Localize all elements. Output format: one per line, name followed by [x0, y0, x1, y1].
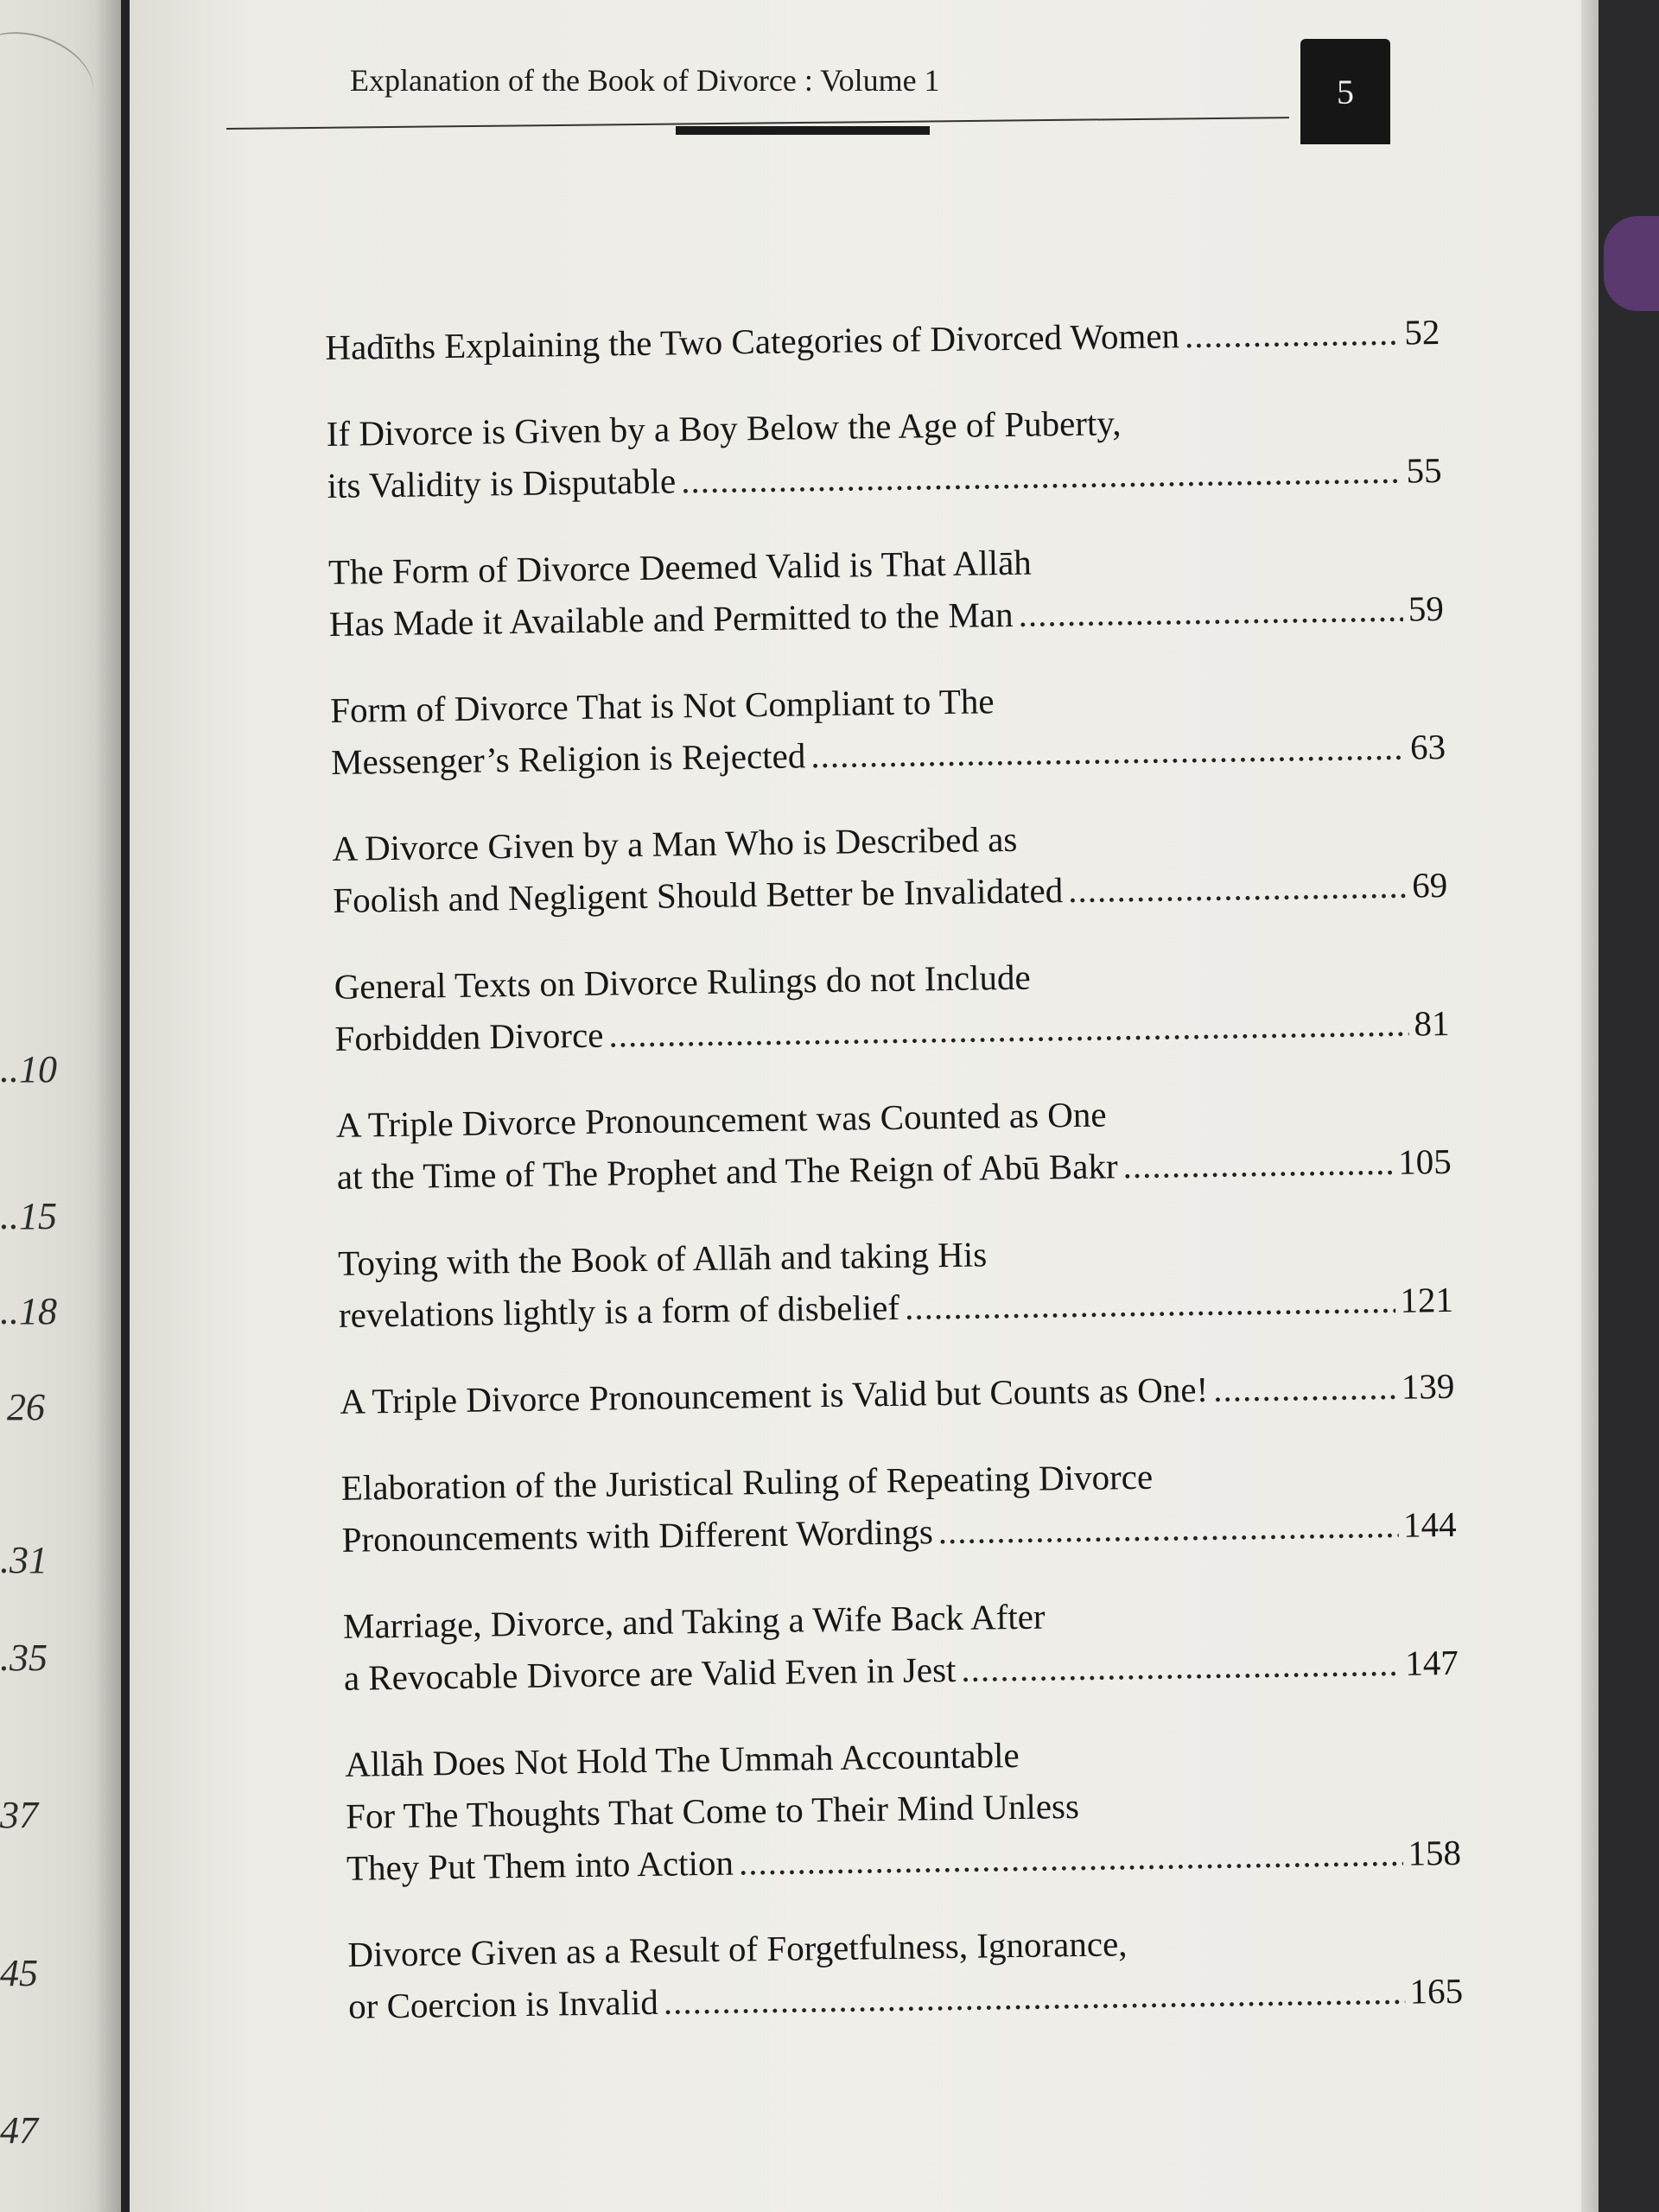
toc-entry-title-line: Form of Divorce That is Not Compliant to The: [329, 681, 995, 730]
toc-entry: [338, 1222, 1454, 1341]
left-margin-number: 26: [7, 1386, 45, 1428]
dot-leader: [810, 721, 1406, 782]
toc-entry-title-line: Has Made it Available and Permitted to the Man: [328, 594, 1014, 644]
toc-page-number: 59: [1408, 588, 1445, 629]
left-margin-number: ..15: [0, 1195, 57, 1237]
toc-page-number: 52: [1403, 311, 1440, 353]
toc-page-number: 165: [1409, 1970, 1464, 2012]
left-margin-number: ..10: [0, 1048, 57, 1090]
left-margin-number: 37: [0, 1794, 38, 1836]
toc-page-number: 158: [1408, 1832, 1462, 1873]
page-number: 5: [1300, 39, 1390, 144]
toc-entry: [326, 392, 1442, 512]
toc-entry-title-line: A Divorce Given by a Man Who is Described as: [332, 818, 1018, 868]
running-title: Explanation of the Book of Divorce : Volume 1: [350, 63, 940, 98]
toc-entry: [345, 1723, 1461, 1894]
toc-entry: [343, 1585, 1459, 1704]
toc-entry-title-line: Marriage, Divorce, and Taking a Wife Back After: [342, 1596, 1046, 1646]
toc-entry-title-line: its Validity is Disputable: [327, 461, 677, 505]
toc-entry: [330, 669, 1446, 788]
toc-page-number: 139: [1401, 1365, 1455, 1407]
page-curl-line: [0, 16, 105, 140]
toc-entry-title-line: revelations lightly is a form of disbelief: [338, 1287, 900, 1335]
dot-leader: [738, 1827, 1402, 1889]
left-margin-number: .35: [0, 1637, 48, 1679]
toc-entry: [340, 1360, 1455, 1427]
table-of-contents: [325, 306, 1464, 2067]
dot-leader: [961, 1637, 1401, 1695]
toc-entry-title-line: A Triple Divorce Pronouncement was Counted as One: [335, 1094, 1107, 1145]
toc-entry: [332, 807, 1448, 926]
header-rule-accent: [676, 126, 930, 135]
toc-entry-title-line: Toying with the Book of Allāh and taking His: [337, 1234, 988, 1283]
page-edge: [1581, 0, 1599, 2212]
toc-page-number: 144: [1402, 1503, 1457, 1545]
left-margin-number: 45: [0, 1952, 38, 1994]
toc-entry-title-line: Foolish and Negligent Should Better be Invalidated: [333, 870, 1064, 920]
toc-entry-title-line: A Triple Divorce Pronouncement is Valid but Counts as One!: [340, 1369, 1209, 1421]
toc-entry-title-line: They Put Them into Action: [346, 1842, 734, 1888]
toc-page-number: 105: [1397, 1141, 1452, 1182]
dot-leader: [1122, 1136, 1393, 1192]
toc-entry-title-line: If Divorce is Given by a Boy Below the Age of Puberty,: [326, 403, 1122, 454]
dot-leader: [663, 1966, 1405, 2028]
toc-entry-title-line: For The Thoughts That Come to Their Mind Unless: [345, 1785, 1080, 1836]
toc-entry-title-line: Messenger’s Religion is Rejected: [330, 735, 806, 782]
toc-entry: [336, 1084, 1452, 1203]
toc-entry: [328, 531, 1445, 650]
toc-entry-row: [340, 1360, 1455, 1427]
toc-page-number: 63: [1409, 726, 1446, 767]
toc-entry: [340, 1446, 1457, 1566]
toc-entry-title-line: Allāh Does Not Hold The Ummah Accountable: [344, 1734, 1020, 1784]
toc-entry-title-line: Divorce Given as a Result of Forgetfulness, Ignorance,: [347, 1923, 1128, 1974]
toc-page-number: 147: [1404, 1642, 1459, 1683]
dot-leader: [1068, 860, 1408, 916]
background-object: [1604, 216, 1659, 311]
toc-page-number: 69: [1411, 864, 1448, 906]
left-margin-number: 47: [0, 2109, 38, 2152]
toc-entry-title-line: Pronouncements with Different Wordings: [341, 1511, 934, 1560]
left-margin-number: ..18: [0, 1290, 57, 1332]
toc-entry-title-line: or Coercion is Invalid: [347, 1981, 659, 2026]
toc-page-number: 121: [1400, 1279, 1454, 1320]
toc-entry-title-line: Hadīths Explaining the Two Categories of Divorced Women: [325, 315, 1180, 367]
dot-leader: [1185, 307, 1400, 361]
dot-leader: [608, 998, 1409, 1061]
toc-entry-title-line: Forbidden Divorce: [334, 1014, 604, 1058]
toc-entry: [334, 945, 1450, 1065]
left-margin-number: .31: [0, 1539, 48, 1581]
toc-entry-title-line: a Revocable Divorce are Valid Even in Jest: [343, 1649, 957, 1698]
toc-page-number: 81: [1414, 1002, 1450, 1044]
dot-leader: [1018, 583, 1403, 640]
toc-entry-title-line: Elaboration of the Juristical Ruling of Repeating Divorce: [340, 1456, 1154, 1508]
dot-leader: [905, 1274, 1395, 1333]
toc-entry-title-line: The Form of Divorce Deemed Valid is That Allāh: [327, 542, 1033, 592]
dot-leader: [938, 1499, 1398, 1557]
dot-leader: [681, 445, 1402, 507]
toc-entry: [347, 1913, 1464, 2032]
dot-leader: [1213, 1361, 1396, 1415]
toc-entry-title-line: General Texts on Divorce Rulings do not Include: [334, 957, 1031, 1007]
toc-entry-title-line: at the Time of The Prophet and The Reign of Abū Bakr: [336, 1146, 1118, 1197]
toc-page-number: 55: [1406, 449, 1442, 491]
